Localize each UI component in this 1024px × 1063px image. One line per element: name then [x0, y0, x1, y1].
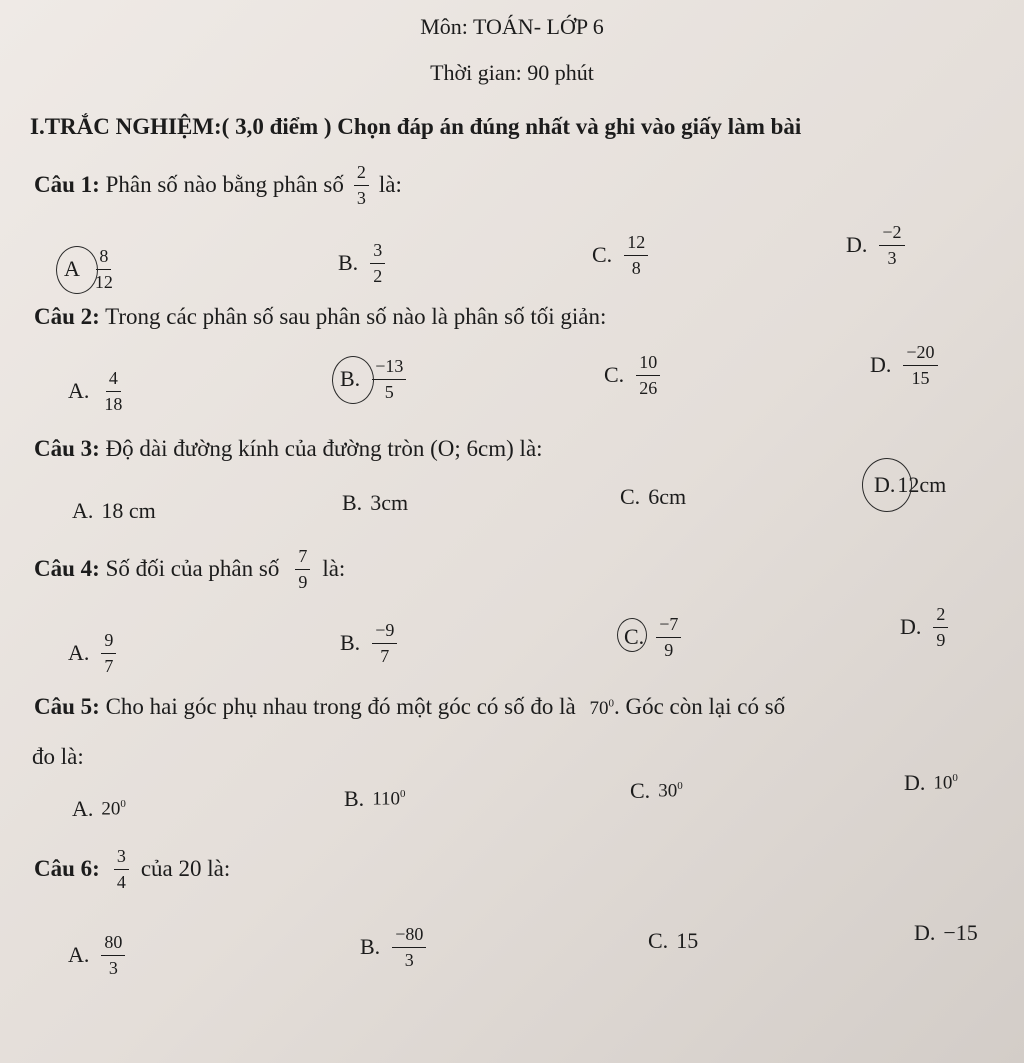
option-5a[interactable] — [72, 796, 126, 822]
option-angle — [658, 780, 683, 802]
angle-number: 70 — [589, 698, 609, 719]
fraction-numerator: −7 — [656, 614, 681, 638]
fraction-numerator: 2 — [354, 162, 369, 186]
fraction-denominator: 2 — [373, 265, 383, 286]
option-angle — [933, 772, 958, 794]
option-letter: C. — [648, 928, 669, 953]
option-angle — [372, 788, 405, 810]
question-text: Độ dài đường kính của đường tròn (O; 6cm) là: — [105, 436, 543, 461]
option-text: 3cm — [370, 490, 409, 515]
fraction-denominator: 9 — [664, 639, 674, 660]
option-4c[interactable] — [624, 614, 685, 660]
degree-symbol: 0 — [677, 779, 683, 792]
fraction-numerator: 80 — [101, 932, 125, 956]
option-1b[interactable] — [338, 240, 389, 286]
fraction-numerator: 4 — [106, 368, 121, 392]
question-2 — [34, 304, 606, 330]
question-4 — [34, 546, 345, 592]
option-5c[interactable] — [630, 778, 683, 804]
question-5-line2: đo là: — [32, 744, 84, 769]
fraction-numerator: −80 — [392, 924, 426, 948]
option-text: 18 cm — [101, 498, 156, 523]
fraction-denominator: 12 — [94, 271, 113, 292]
option-fraction — [624, 232, 648, 278]
fraction-numerator: 10 — [636, 352, 660, 376]
fraction-denominator: 3 — [108, 957, 118, 978]
option-3c[interactable] — [620, 484, 686, 510]
option-fraction — [372, 356, 406, 402]
degree-symbol: 0 — [608, 697, 614, 710]
option-2a[interactable] — [68, 368, 129, 414]
fraction-denominator: 3 — [404, 949, 414, 970]
fraction-denominator: 9 — [936, 629, 946, 650]
question-fraction — [114, 846, 129, 892]
option-1a[interactable] — [64, 246, 120, 292]
angle-number: 110 — [372, 788, 400, 810]
fraction-denominator: 26 — [639, 377, 658, 398]
question-5 — [34, 694, 785, 720]
fraction-denominator: 9 — [298, 571, 308, 592]
option-1d[interactable] — [846, 222, 909, 268]
option-fraction — [636, 352, 660, 398]
option-letter: A. — [68, 378, 90, 404]
option-3d[interactable] — [874, 472, 946, 498]
angle-number: 30 — [658, 780, 678, 802]
fraction-numerator: −13 — [372, 356, 406, 380]
angle-number: 20 — [101, 798, 121, 820]
option-letter — [874, 472, 895, 498]
question-text-after: là: — [322, 556, 346, 582]
letter-text: D. — [874, 472, 896, 497]
question-fraction — [354, 162, 369, 208]
option-6d[interactable] — [914, 920, 978, 946]
option-fraction — [879, 222, 904, 268]
option-letter: B. — [360, 934, 381, 960]
option-letter: D. — [900, 614, 922, 640]
option-4b[interactable] — [340, 620, 401, 666]
option-letter: B. — [340, 630, 361, 656]
option-letter: D. — [846, 232, 868, 258]
option-text: −15 — [943, 920, 978, 945]
question-text-after: của 20 là: — [140, 856, 231, 882]
question-text: Trong các phân số sau phân số nào là phân số tối giản: — [105, 304, 607, 329]
question-fraction — [295, 546, 310, 592]
answer-circle — [862, 458, 912, 512]
option-text: 15 — [676, 928, 699, 953]
option-3b[interactable] — [342, 490, 408, 516]
fraction-denominator: 15 — [911, 367, 930, 388]
option-fraction — [370, 240, 385, 286]
option-4d[interactable] — [900, 604, 952, 650]
letter-text: C. — [624, 624, 645, 650]
question-6 — [34, 846, 230, 892]
question-label: Câu 2: — [34, 304, 100, 329]
option-6a[interactable] — [68, 932, 129, 978]
option-letter — [624, 624, 644, 650]
option-letter: B. — [344, 786, 365, 811]
option-4a[interactable] — [68, 630, 120, 676]
question-label: Câu 4: — [34, 556, 100, 582]
question-label: Câu 5: — [34, 694, 100, 719]
option-letter: A. — [72, 796, 94, 821]
option-letter: B. — [342, 490, 363, 515]
option-letter: A. — [68, 640, 90, 666]
option-6c[interactable] — [648, 928, 698, 954]
option-1c[interactable] — [592, 232, 652, 278]
option-fraction — [372, 620, 397, 666]
question-text: Số đối của phân số — [105, 556, 280, 582]
option-2b[interactable] — [340, 356, 410, 402]
option-fraction — [392, 924, 426, 970]
fraction-numerator: −9 — [372, 620, 397, 644]
option-5b[interactable] — [344, 786, 405, 812]
section-heading — [30, 114, 801, 140]
option-letter: C. — [604, 362, 625, 388]
fraction-numerator: 12 — [624, 232, 648, 256]
letter-text: A — [64, 256, 80, 282]
option-letter: C. — [620, 484, 641, 509]
option-letter: D. — [904, 770, 926, 795]
question-text-after: . Góc còn lại có số — [613, 694, 786, 719]
fraction-denominator: 7 — [104, 655, 114, 676]
question-label: Câu 1: — [34, 172, 100, 198]
fraction-numerator: −20 — [903, 342, 937, 366]
option-fraction — [101, 368, 125, 414]
question-label: Câu 3: — [34, 436, 100, 461]
option-letter: A. — [72, 498, 94, 523]
option-fraction — [903, 342, 937, 388]
option-letter: B. — [338, 250, 359, 276]
option-text: 12cm — [897, 472, 947, 497]
question-1 — [34, 162, 402, 208]
degree-symbol: 0 — [399, 787, 406, 800]
fraction-numerator: 8 — [96, 246, 111, 270]
fraction-denominator: 5 — [384, 381, 394, 402]
fraction-numerator: −2 — [879, 222, 904, 246]
option-letter — [340, 366, 360, 392]
option-5d[interactable] — [904, 770, 958, 796]
fraction-denominator: 7 — [380, 645, 390, 666]
question-label: Câu 6: — [34, 856, 100, 882]
option-3a[interactable] — [72, 498, 156, 524]
option-letter: A. — [68, 942, 90, 968]
letter-text: B. — [340, 366, 361, 392]
fraction-denominator: 3 — [887, 247, 897, 268]
section-title: I.TRẮC NGHIỆM:( 3,0 điểm ) — [30, 114, 332, 139]
answer-circle — [617, 618, 647, 652]
option-6b[interactable] — [360, 924, 430, 970]
fraction-numerator: 3 — [114, 846, 129, 870]
fraction-denominator: 3 — [356, 187, 366, 208]
angle-value — [589, 698, 614, 719]
fraction-numerator: 9 — [101, 630, 116, 654]
answer-circle — [332, 356, 374, 404]
fraction-denominator: 8 — [631, 257, 641, 278]
option-letter: D. — [914, 920, 936, 945]
option-letter: C. — [630, 778, 651, 803]
time-limit: Thời gian: 90 phút — [430, 60, 594, 85]
fraction-numerator: 2 — [933, 604, 948, 628]
option-letter: D. — [870, 352, 892, 378]
option-2c[interactable] — [604, 352, 664, 398]
question-text: Cho hai góc phụ nhau trong đó một góc có số đo là — [105, 694, 576, 719]
fraction-numerator: 7 — [295, 546, 310, 570]
option-angle — [101, 798, 126, 820]
question-3 — [34, 436, 543, 462]
option-fraction — [656, 614, 681, 660]
option-text: 6cm — [648, 484, 687, 509]
option-2d[interactable] — [870, 342, 942, 388]
subject-title: Môn: TOÁN- LỚP 6 — [420, 14, 604, 39]
option-letter — [64, 256, 80, 282]
section-instruction: Chọn đáp án đúng nhất và ghi vào giấy làm bài — [337, 114, 802, 139]
option-fraction — [933, 604, 948, 650]
option-fraction — [101, 932, 125, 978]
option-letter: C. — [592, 242, 613, 268]
question-text-after: là: — [378, 172, 402, 198]
degree-symbol: 0 — [120, 797, 126, 810]
degree-symbol: 0 — [952, 771, 958, 784]
angle-number: 10 — [933, 772, 953, 794]
question-text: Phân số nào bằng phân số — [105, 172, 344, 198]
answer-circle — [56, 246, 98, 294]
fraction-denominator: 18 — [104, 393, 123, 414]
fraction-denominator: 4 — [116, 871, 126, 892]
option-fraction — [101, 630, 116, 676]
fraction-numerator: 3 — [370, 240, 385, 264]
